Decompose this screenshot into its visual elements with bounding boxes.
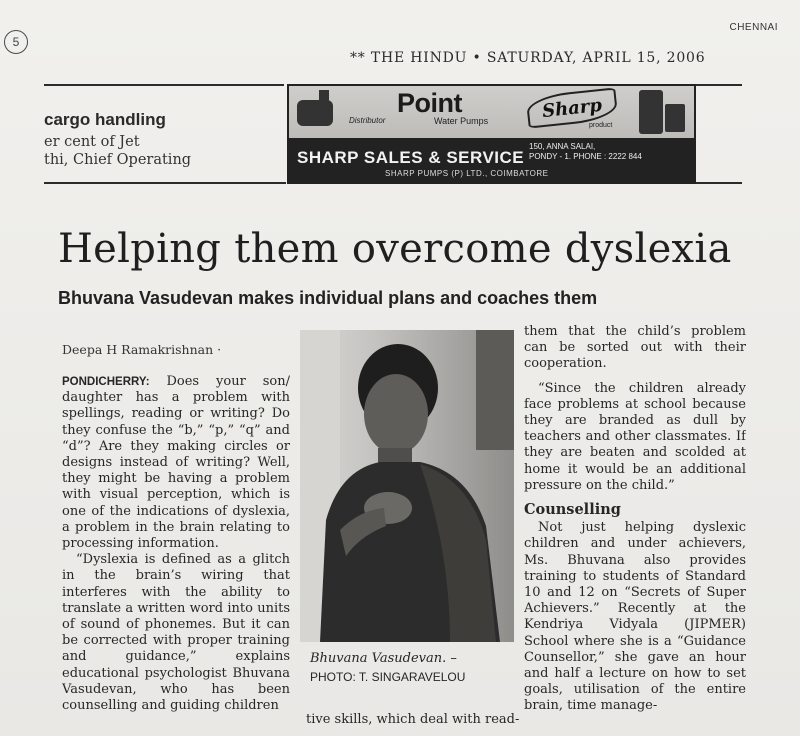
ad-address [529,142,642,162]
ad-footer: SHARP PUMPS (P) LTD., COIMBATORE [385,169,549,178]
article-headline: Helping them overcome dyslexia [58,226,732,272]
advertisement [287,84,696,184]
previous-article-line-2: thi, Chief Operating [44,152,192,168]
caption-name: Bhuvana Vasudevan. – [310,651,457,666]
ad-dark-band [289,138,694,182]
portrait-image [300,330,514,642]
previous-article-heading: cargo handling [44,110,166,129]
bottom-rule-right [694,182,742,184]
ad-distributor-label: Distributor [349,116,386,125]
ad-address-line-2: PONDY - 1. PHONE : 2222 844 [529,152,642,161]
ad-company-name: SHARP SALES & SERVICE [297,148,525,167]
handwritten-page-mark: 5 [4,30,28,54]
edition-label: CHENNAI [729,22,778,33]
dateline: PONDICHERRY: [62,376,150,388]
ad-brand: Point [397,88,462,118]
top-rule-left [44,84,284,86]
article-paragraph-1 [62,374,290,552]
article-column-1 [62,374,290,736]
paragraph-1-text: Does your son/ daughter has a problem with spellings, reading or writing? Do they confuse the “b,” “p,” “q” and “d”? Are they making circles or designs instead of writing? Well, they might be having a problem with visual perception, which is one of the indications of dyslexia, a problem in the brain relating to processing information. [62,374,290,552]
section-heading-counselling: Counselling [524,501,621,519]
column-2-continuation: tive skills, which deal with read- [306,712,520,727]
pump-motor-icon [639,90,663,134]
previous-article-line-1: er cent of Jet [44,134,140,150]
caption-credit: PHOTO: T. SINGARAVELOU [310,670,466,684]
column-3-paragraph-2: “Since the children already face problems at school because they are branded as dull by teachers and other classmates. If they are beaten and scolded at home it would be an additional pressure on the child.” [524,380,746,493]
ad-logo-sub: product [589,122,613,129]
author-name: Deepa H Ramakrishnan [62,342,214,357]
article-subheadline: Bhuvana Vasudevan makes individual plans and coaches them [58,288,598,308]
column-3-paragraph-1: them that the child’s problem can be sorted out with their cooperation. [524,324,746,372]
pump-base-icon [665,104,685,132]
ad-address-line-1: 150, ANNA SALAI, [529,142,596,151]
sharp-logo: Sharp [526,87,619,128]
pump-outlet-icon [319,90,329,102]
article-byline: Deepa H Ramakrishnan · [62,342,222,357]
photo-caption [310,650,465,686]
article-paragraph-2: “Dyslexia is defined as a glitch in the brain’s wiring that interferes with the ability to translate a written word into units of sound of phonemes. But it can be corrected with proper training and guidance,” explains educational psychologist Bhuvana Vasudevan, who has been counselling and guiding children [62,552,290,714]
portrait-photo [300,330,514,642]
top-rule-right [692,84,742,86]
pump-image-icon [297,100,333,126]
article-column-3 [524,324,746,736]
bottom-rule-left [44,182,286,184]
ad-top-band [289,86,694,138]
column-3-paragraph-3: Not just helping dyslexic children and under achievers, Ms. Bhuvana also provides training to students of Standard 10 and 12 on “Secrets of Super Achievers.” Recently at the Kendriya Vidyala (JIPMER) School where she is a “Guidance Counsellor,” she gave an hour and half a lecture on how to set goals, utilisation of the entire brain, time manage- [524,520,746,714]
ad-brand-sub: Water Pumps [434,116,489,126]
masthead: ** THE HINDU • SATURDAY, APRIL 15, 2006 [350,50,706,66]
